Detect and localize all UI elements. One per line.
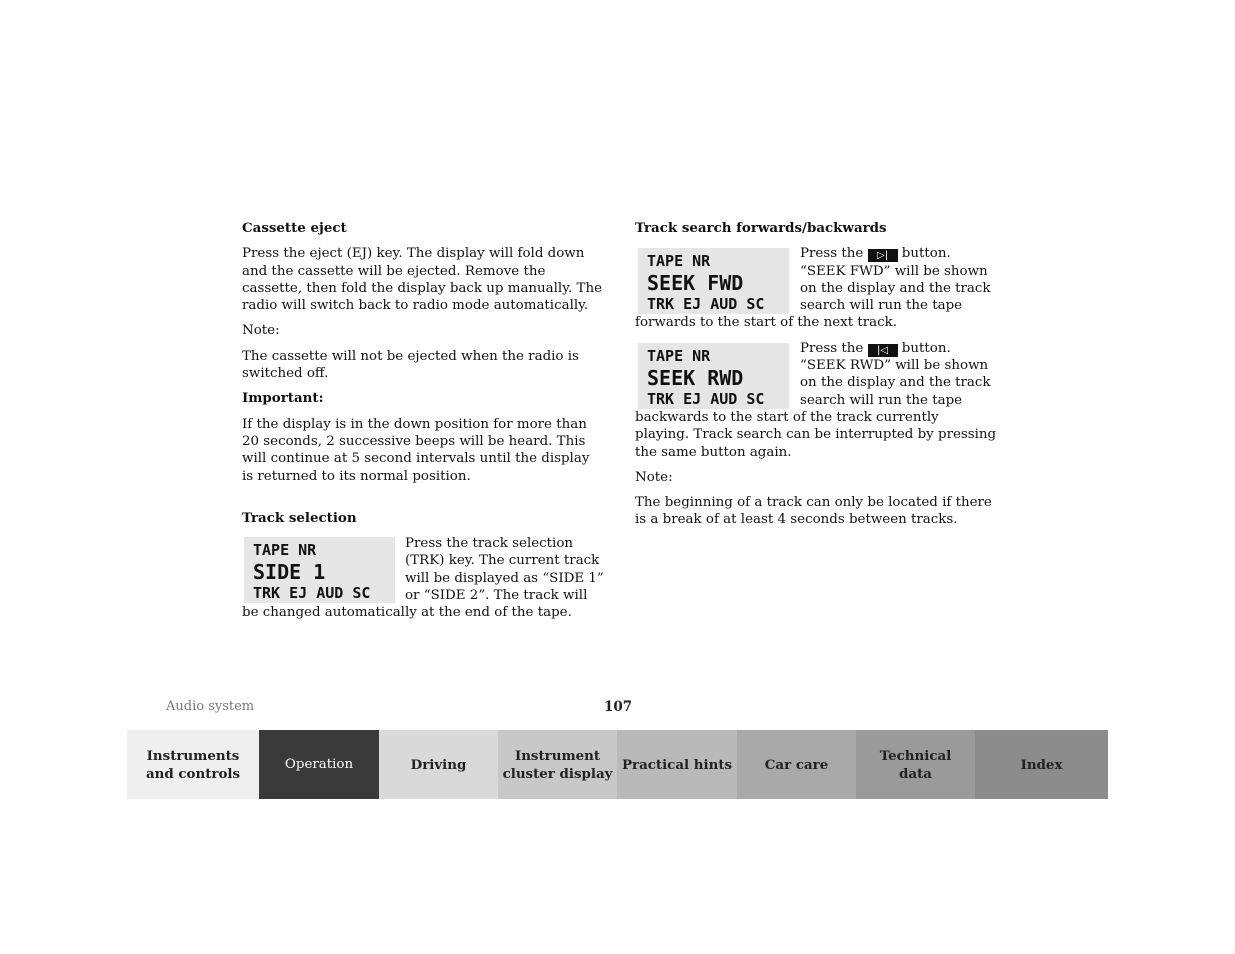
nav-tab-label: Operation (284, 756, 354, 772)
seek-fwd-block (635, 245, 997, 339)
cassette-eject-heading: Cassette eject (242, 220, 347, 236)
seek-fwd-text-before: Press the (800, 246, 864, 262)
section-name: Audio system (166, 699, 255, 714)
nav-tab-technical-data[interactable] (856, 730, 975, 799)
seek-rwd-block (635, 340, 997, 461)
track-search-heading: Track search forwards/backwards (635, 220, 887, 236)
cassette-eject-text: Press the eject (EJ) key. The display will fold down and the cassette will be ejected. Remove the cassette, then fold the display back up manually. The radio will switch back to radio mode automatically. (242, 246, 602, 314)
track-selection-block (242, 535, 604, 629)
nav-tab-label: Technical data (879, 747, 952, 782)
note-label: Note: (635, 469, 673, 485)
nav-tab-label: Index (1020, 756, 1063, 773)
seek-fwd-text-after: button. “SEEK FWD” will be shown on the display and the track search will run the tape forwards to the start of the next track. (635, 246, 991, 331)
nav-tab-instruments-and-controls[interactable] (127, 730, 259, 799)
lcd-line-1: TAPE NR (253, 541, 317, 560)
next-track-icon: ▷| (868, 249, 898, 262)
track-selection-text: Press the track selection (TRK) key. The current track will be displayed as “SIDE 1” or “SIDE 2”. The track will be changed automatically at the end of the tape. (242, 536, 604, 621)
lcd-display-seek-rwd (638, 343, 789, 409)
nav-tab-label: Practical hints (621, 756, 733, 773)
left-column (242, 220, 604, 630)
seek-rwd-text-before: Press the (800, 340, 864, 356)
important-text: If the display is in the down position for more than 20 seconds, 2 successive beeps will be heard. This will continue at 5 second intervals until the display is returned to its normal position. (242, 416, 590, 484)
important-label: Important: (242, 390, 324, 407)
right-column (635, 220, 997, 537)
lcd-line-3: TRK EJ AUD SC (647, 389, 765, 408)
nav-tab-car-care[interactable] (737, 730, 856, 799)
nav-tab-label: Instruments and controls (145, 747, 241, 782)
nav-tab-label: Driving (410, 756, 467, 773)
lcd-display-side (244, 537, 395, 603)
seek-rwd-text-after: button. “SEEK RWD” will be shown on the display and the track search will run the tape backwards to the start of the track currently playing. Track search can be interrupted by pressing the same button again. (635, 340, 997, 460)
previous-track-icon: |◁ (868, 344, 898, 357)
lcd-line-2: SIDE 1 (253, 560, 326, 585)
nav-tab-driving[interactable] (379, 730, 498, 799)
lcd-line-3: TRK EJ AUD SC (647, 295, 765, 314)
chapter-navigation (127, 730, 1108, 799)
note-text: The beginning of a track can only be located if there is a break of at least 4 seconds between tracks. (635, 495, 992, 528)
page-number: 107 (604, 699, 633, 715)
nav-tab-practical-hints[interactable] (617, 730, 737, 799)
nav-tab-operation[interactable] (259, 730, 379, 799)
nav-tab-label: Instrument cluster display (502, 747, 613, 782)
lcd-line-1: TAPE NR (647, 252, 711, 271)
lcd-line-2: SEEK RWD (647, 365, 744, 390)
nav-tab-index[interactable] (975, 730, 1108, 799)
lcd-line-3: TRK EJ AUD SC (253, 584, 371, 603)
note-label: Note: (242, 323, 280, 339)
lcd-line-2: SEEK FWD (647, 271, 744, 296)
lcd-display-seek-fwd (638, 248, 789, 314)
track-selection-heading: Track selection (242, 509, 357, 526)
note-text: The cassette will not be ejected when the radio is switched off. (242, 348, 579, 382)
nav-tab-label: Car care (764, 756, 829, 773)
lcd-line-1: TAPE NR (647, 346, 711, 365)
nav-tab-instrument-cluster-display[interactable] (498, 730, 617, 799)
